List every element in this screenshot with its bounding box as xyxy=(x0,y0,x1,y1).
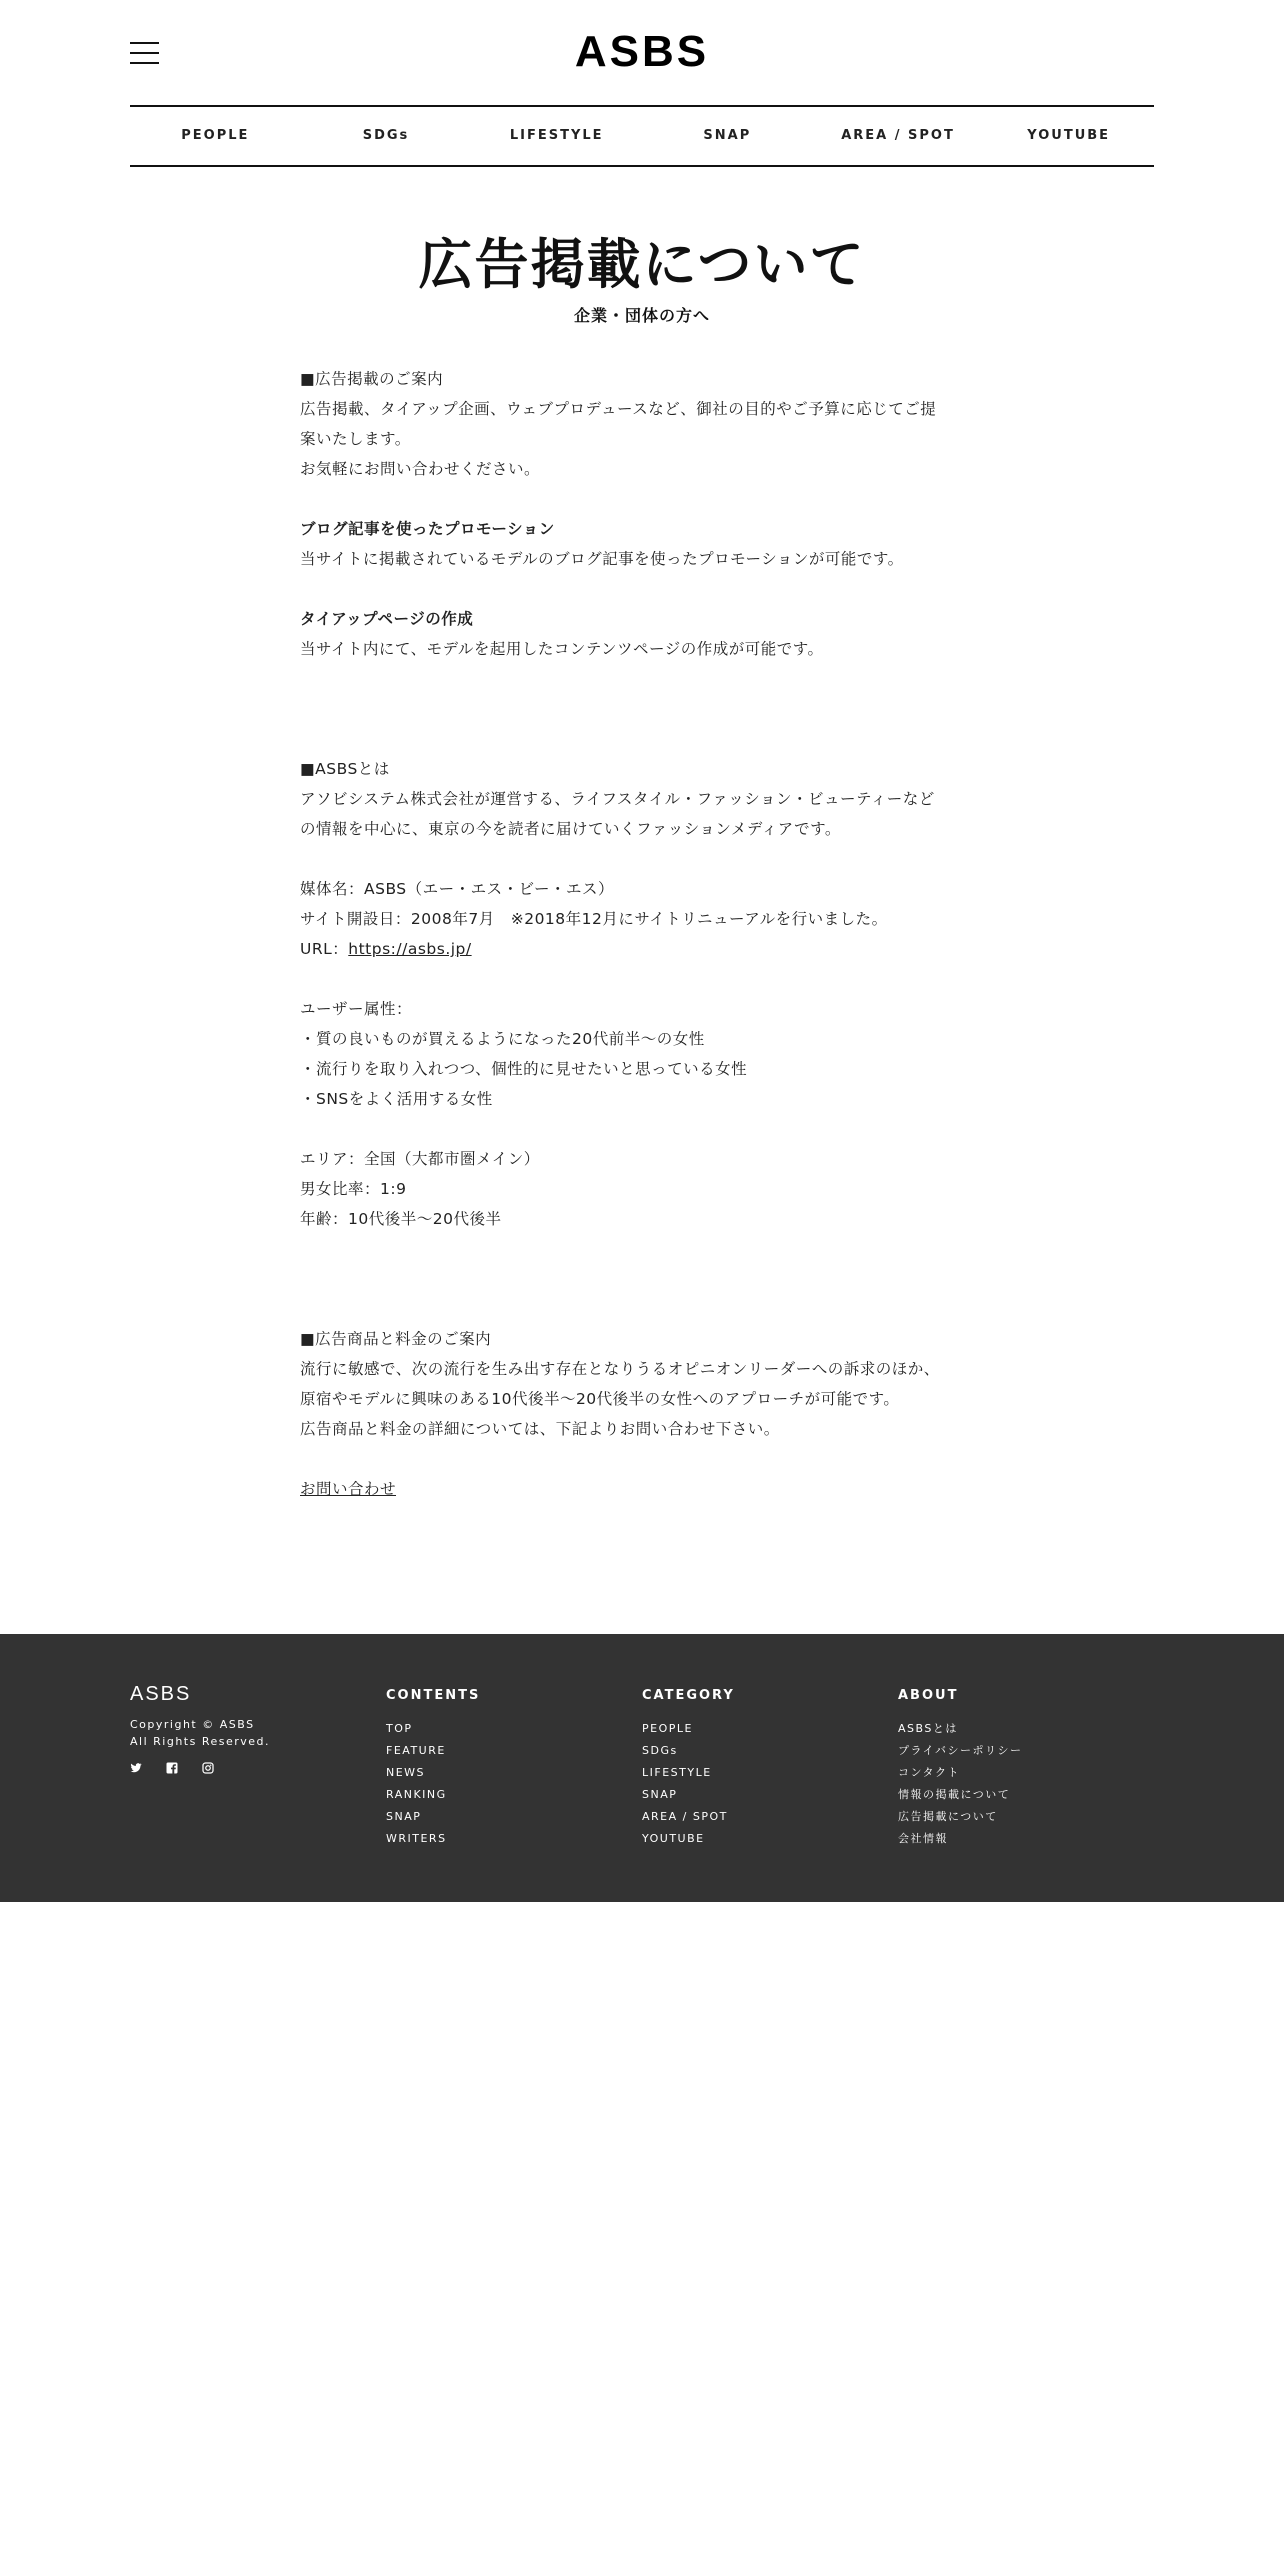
footer-category-column xyxy=(642,1688,735,1850)
user-attribute: ・SNSをよく活用する女性 xyxy=(300,1090,493,1108)
footer-link-news[interactable]: NEWS xyxy=(386,1766,426,1779)
article-body xyxy=(300,364,990,1504)
section-heading-about-asbs: ■ASBSとは xyxy=(300,760,390,778)
nav-item-lifestyle[interactable]: LIFESTYLE xyxy=(509,128,604,143)
body-text: の情報を中心に、東京の今を読者に届けていくファッションメディアです。 xyxy=(300,820,841,838)
body-text: 流行に敏感で、次の流行を生み出す存在となりうるオピニオンリーダーへの訴求のほか、 xyxy=(300,1360,940,1378)
footer-link-top[interactable]: TOP xyxy=(386,1722,413,1735)
gender-ratio: 男女比率：1:9 xyxy=(300,1180,407,1198)
page-subtitle: 企業・団体の方へ xyxy=(573,306,710,325)
footer-about-column xyxy=(898,1688,1022,1850)
footer-link-lifestyle[interactable]: LIFESTYLE xyxy=(642,1766,712,1779)
page-title: 広告掲載について xyxy=(418,233,866,296)
body-text: 広告掲載、タイアップ企画、ウェブプロデュースなど、御社の目的やご予算に応じてご提 xyxy=(300,400,937,418)
age-range: 年齢：10代後半〜20代後半 xyxy=(300,1210,502,1228)
media-name: 媒体名：ASBS（エー・エス・ビー・エス） xyxy=(300,880,615,898)
footer-link-feature[interactable]: FEATURE xyxy=(386,1744,446,1757)
footer-link-snap[interactable]: SNAP xyxy=(386,1810,422,1823)
contact-link[interactable]: お問い合わせ xyxy=(300,1480,397,1498)
body-text: 当サイトに掲載されているモデルのブログ記事を使ったプロモーションが可能です。 xyxy=(300,550,904,568)
footer-link-info-posting[interactable]: 情報の掲載について xyxy=(898,1788,1011,1801)
footer-heading-contents: CONTENTS xyxy=(386,1688,481,1703)
launch-date: サイト開設日：2008年7月 ※2018年12月にサイトリニューアルを行いました。 xyxy=(300,910,888,928)
user-attribute: ・流行りを取り入れつつ、個性的に見せたいと思っている女性 xyxy=(300,1060,748,1078)
site-url xyxy=(300,934,990,964)
body-text: 当サイト内にて、モデルを起用したコンテンツページの作成が可能です。 xyxy=(300,640,824,658)
footer-link-about-asbs[interactable]: ASBSとは xyxy=(898,1722,958,1735)
site-footer xyxy=(0,1634,1284,1902)
user-attribute: ・質の良いものが買えるようになった20代前半〜の女性 xyxy=(300,1030,705,1048)
footer-link-youtube[interactable]: YOUTUBE xyxy=(642,1832,705,1845)
social-links xyxy=(130,1762,270,1774)
site-url-link[interactable]: https://asbs.jp/ xyxy=(348,940,472,958)
footer-link-privacy-policy[interactable]: プライバシーポリシー xyxy=(898,1744,1023,1757)
url-label: URL： xyxy=(300,940,349,958)
twitter-icon[interactable] xyxy=(130,1762,142,1774)
footer-link-sdgs[interactable]: SDGs xyxy=(642,1744,678,1757)
main-nav xyxy=(130,105,1154,167)
body-text: 案いたします。 xyxy=(300,430,411,448)
footer-link-advertising[interactable]: 広告掲載について xyxy=(898,1810,998,1823)
site-logo[interactable]: ASBS xyxy=(574,27,710,76)
nav-item-sdgs[interactable]: SDGs xyxy=(362,128,410,143)
footer-heading-category: CATEGORY xyxy=(642,1688,735,1703)
copyright-line: Copyright © ASBS xyxy=(130,1718,255,1731)
body-text: 広告商品と料金の詳細については、下記よりお問い合わせ下さい。 xyxy=(300,1420,780,1438)
section-heading-blog-promotion: ブログ記事を使ったプロモーション xyxy=(300,520,555,538)
footer-link-category-snap[interactable]: SNAP xyxy=(642,1788,678,1801)
contact-container xyxy=(300,1474,990,1504)
footer-contents-column xyxy=(386,1688,480,1850)
nav-item-people[interactable]: PEOPLE xyxy=(181,128,250,143)
body-text: 原宿やモデルに興味のある10代後半〜20代後半の女性へのアプローチが可能です。 xyxy=(300,1390,900,1408)
footer-brand xyxy=(130,1682,270,1774)
footer-link-people[interactable]: PEOPLE xyxy=(642,1722,693,1735)
footer-link-ranking[interactable]: RANKING xyxy=(386,1788,447,1801)
nav-item-snap[interactable]: SNAP xyxy=(703,128,752,143)
section-heading-tieup: タイアップページの作成 xyxy=(300,610,474,628)
site-header xyxy=(0,0,1284,105)
copyright xyxy=(130,1716,270,1750)
footer-logo[interactable]: ASBS xyxy=(130,1683,192,1705)
users-heading: ユーザー属性： xyxy=(300,1000,413,1018)
body-text: アソビシステム株式会社が運営する、ライフスタイル・ファッション・ビューティーなど xyxy=(300,790,935,808)
footer-link-contact[interactable]: コンタクト xyxy=(898,1766,961,1779)
section-heading-ad-guide: ■広告掲載のご案内 xyxy=(300,370,444,388)
area: エリア：全国（大都市圏メイン） xyxy=(300,1150,540,1168)
site-logo-container xyxy=(0,26,1284,78)
nav-item-area-spot[interactable]: AREA / SPOT xyxy=(841,128,955,143)
footer-link-area-spot[interactable]: AREA / SPOT xyxy=(642,1810,728,1823)
section-heading-pricing: ■広告商品と料金のご案内 xyxy=(300,1330,492,1348)
copyright-line: All Rights Reserved. xyxy=(130,1735,271,1748)
nav-item-youtube[interactable]: YOUTUBE xyxy=(1027,128,1111,143)
footer-link-writers[interactable]: WRITERS xyxy=(386,1832,447,1845)
footer-heading-about: ABOUT xyxy=(898,1688,959,1703)
footer-link-company-info[interactable]: 会社情報 xyxy=(898,1832,948,1845)
facebook-icon[interactable] xyxy=(166,1762,178,1774)
body-text: お気軽にお問い合わせください。 xyxy=(300,460,541,478)
instagram-icon[interactable] xyxy=(202,1762,214,1774)
